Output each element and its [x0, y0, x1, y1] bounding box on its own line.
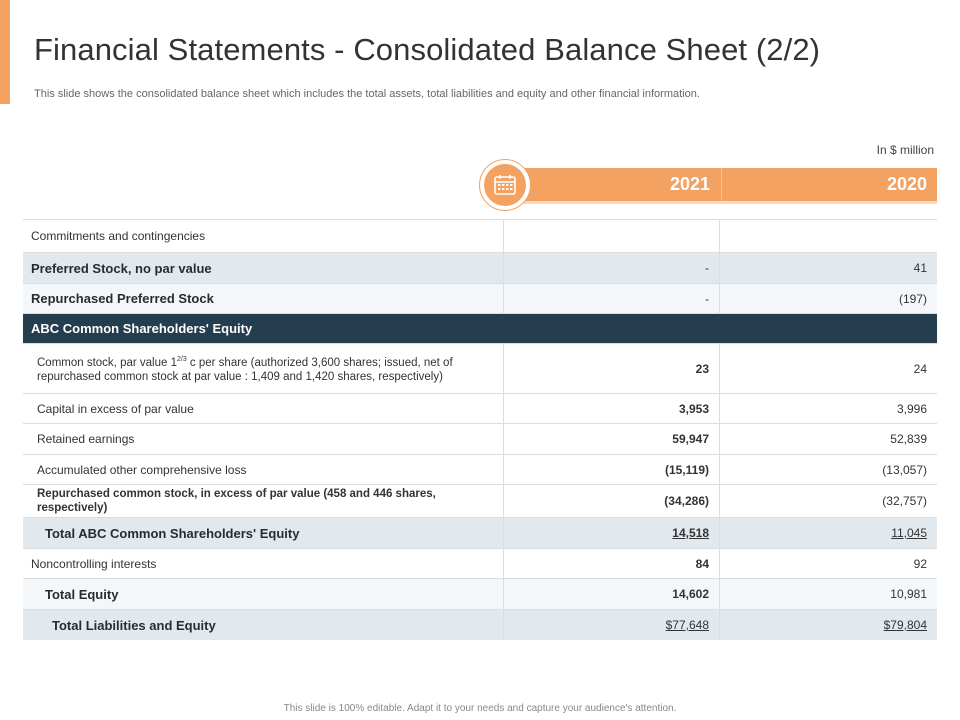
year-2021-header: 2021	[669, 174, 710, 194]
year-header-shadow	[506, 201, 937, 204]
row-label: Repurchased Preferred Stock	[23, 284, 504, 313]
footer-note: This slide is 100% editable. Adapt it to your needs and capture your audience's attention.	[283, 703, 677, 714]
row-label: Capital in excess of par value	[23, 394, 504, 423]
value-2021: 14,518	[504, 518, 720, 548]
value-2020: (13,057)	[882, 462, 927, 477]
balance-sheet-table	[23, 219, 937, 640]
value-2020: 52,839	[890, 432, 927, 446]
value-2021: 23	[504, 344, 720, 393]
value-2020: (32,757)	[882, 494, 927, 508]
value-2021: 14,602	[504, 579, 720, 609]
table-row	[23, 284, 937, 314]
section-header-label: ABC Common Shareholders' Equity	[31, 321, 253, 336]
value-2021: -	[504, 284, 720, 313]
value-2020: 10,981	[890, 587, 927, 601]
value-2021: (34,286)	[504, 485, 720, 517]
row-label: Common stock, par value $1^{2/3}$ c per share (authorized 3,600 shares; issued, net of repurchased common stock at par value : 1,409 and 1,420 shares, respectively)	[23, 344, 504, 393]
table-row	[23, 455, 937, 485]
value-2021: 59,947	[504, 424, 720, 454]
value-2021	[504, 220, 720, 252]
table-row	[23, 394, 937, 424]
table-row	[23, 485, 937, 518]
table-row	[23, 424, 937, 455]
value-2020: 24	[913, 361, 927, 376]
row-label: Repurchased common stock, in excess of par value (458 and 446 shares, respectively)	[23, 485, 504, 517]
value-2020: 3,996	[896, 401, 927, 416]
value-2020: $79,804	[883, 618, 927, 632]
value-2021: $77,648	[504, 610, 720, 640]
value-2020: 11,045	[891, 526, 927, 540]
row-label: Accumulated other comprehensive loss	[23, 455, 504, 484]
value-2020: 41	[913, 261, 927, 275]
table-row	[23, 344, 937, 394]
page-title: Financial Statements - Consolidated Balance Sheet (2/2)	[34, 32, 821, 67]
year-2020-header: 2020	[721, 168, 937, 201]
table-row	[23, 220, 937, 253]
value-2020	[720, 220, 937, 252]
table-row	[23, 549, 937, 579]
total-row	[23, 610, 937, 640]
value-2021: 84	[504, 549, 720, 578]
row-label: Retained earnings	[23, 424, 504, 454]
row-label: Total Equity	[23, 579, 504, 609]
calendar-icon	[484, 164, 526, 206]
value-2020: (197)	[898, 291, 927, 306]
accent-bar	[0, 0, 10, 104]
section-header-row	[23, 314, 937, 344]
total-row	[23, 579, 937, 610]
row-label: Preferred Stock, no par value	[23, 253, 504, 283]
value-2021: (15,119)	[504, 455, 720, 484]
subtotal-row	[23, 518, 937, 549]
value-2021: 3,953	[504, 394, 720, 423]
page-subtitle: This slide shows the consolidated balance sheet which includes the total assets, total liabilities and equity and other financial information.	[34, 88, 700, 100]
row-label: Noncontrolling interests	[23, 549, 504, 578]
row-label: Total ABC Common Shareholders' Equity	[23, 518, 504, 548]
unit-label: In $ million	[876, 143, 934, 157]
value-2020: 92	[913, 556, 927, 571]
row-label: Commitments and contingencies	[23, 220, 504, 252]
year-header	[506, 168, 937, 201]
value-2021: -	[504, 253, 720, 283]
table-row	[23, 253, 937, 284]
row-label: Total Liabilities and Equity	[23, 610, 504, 640]
